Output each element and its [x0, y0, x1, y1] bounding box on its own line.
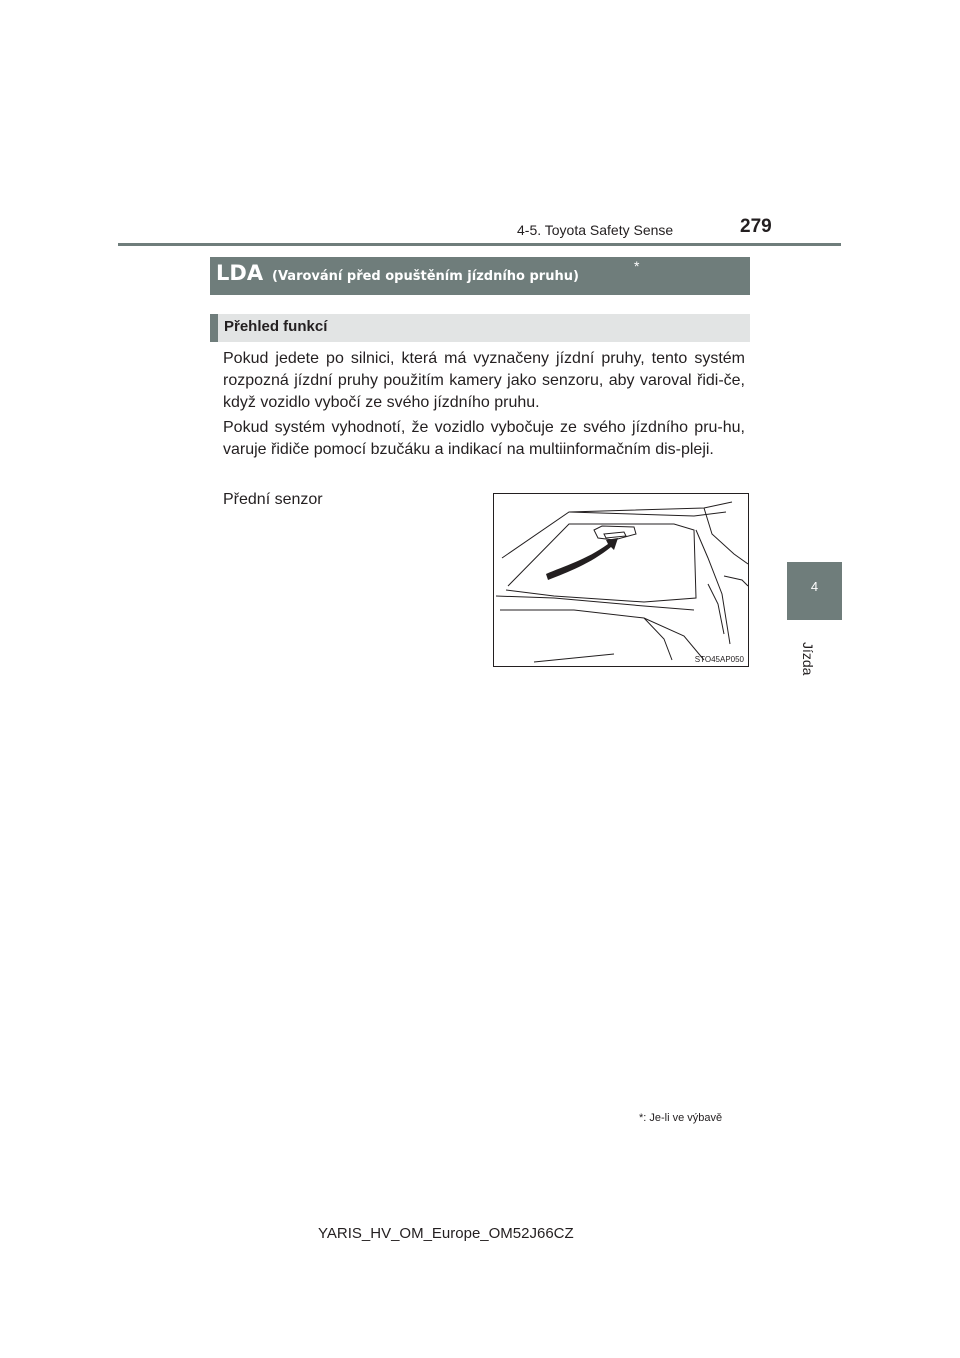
front-sensor-label: Přední senzor	[223, 491, 323, 508]
body-paragraph-2: Pokud systém vyhodnotí, že vozidlo vybočuje ze svého jízdního pru-hu, varuje řidiče pomocí bzučáku a indikací na multiinformačním dis-pleji.	[223, 419, 745, 458]
windshield-camera-drawing	[494, 494, 748, 666]
manual-code: YARIS_HV_OM_Europe_OM52J66CZ	[318, 1225, 574, 1242]
header-section-title: 4-5. Toyota Safety Sense	[517, 222, 674, 238]
subsection-title: Přehled funkcí	[224, 318, 328, 335]
chapter-number: 4	[810, 579, 819, 594]
chapter-title: Jízda	[800, 642, 816, 676]
chapter-tab	[787, 562, 842, 620]
section-title-bar	[210, 257, 750, 295]
figure-code: STO45AP050	[694, 655, 744, 664]
footnote-star: *	[639, 1112, 644, 1124]
footnote-marker: *	[634, 258, 640, 274]
footnote-text: : Je-li ve výbavě	[643, 1112, 723, 1124]
front-sensor-illustration	[493, 493, 749, 667]
section-title: LDA	[216, 261, 264, 285]
body-paragraph-1: Pokud jedete po silnici, která má vyznačeny jízdní pruhy, tento systém rozpozná jízdní pruhy použitím kamery jako senzoru, aby varoval řidi-če, když vozidlo vybočí ze svého jízdního pruhu.	[223, 350, 745, 411]
footnote	[639, 1112, 722, 1124]
subsection-bar	[210, 314, 750, 342]
chapter-title-tab	[776, 642, 816, 682]
section-subtitle: (Varování před opuštěním jízdního pruhu)	[272, 269, 579, 284]
subsection-accent	[210, 314, 218, 342]
page-number: 279	[740, 216, 772, 237]
header-divider	[118, 243, 841, 246]
